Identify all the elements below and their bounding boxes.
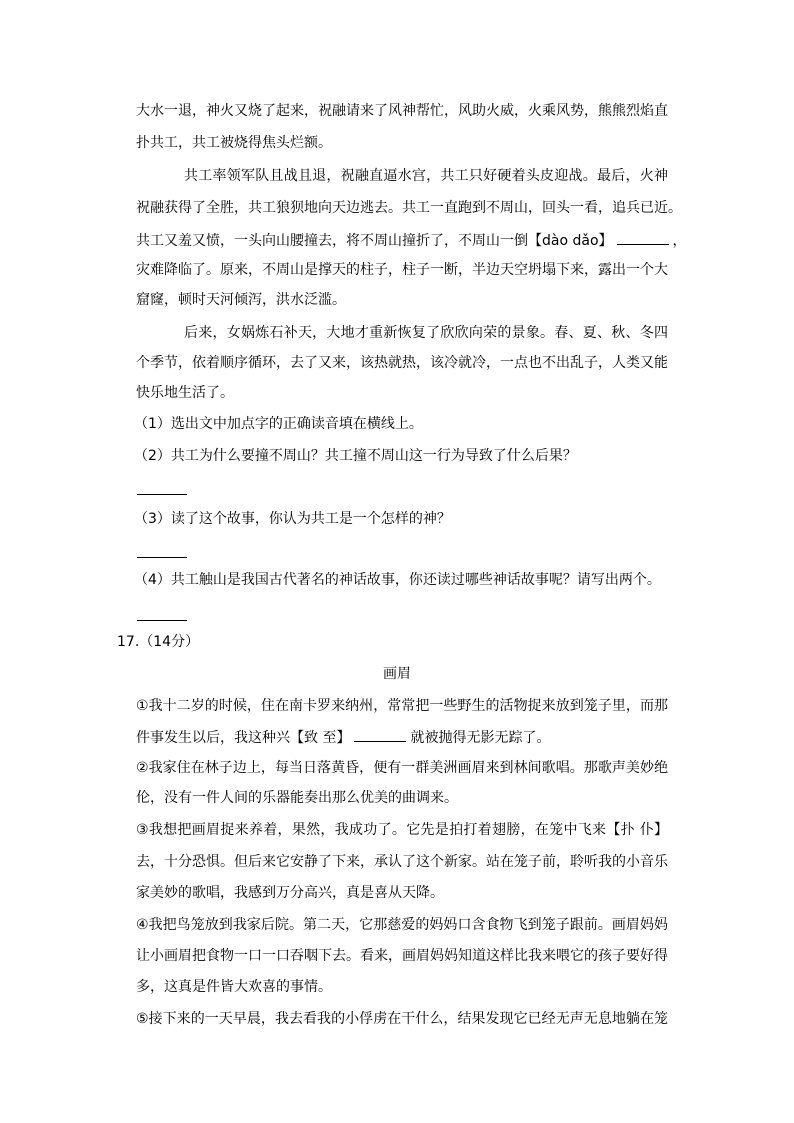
question-4: （4）共工触山是我国古代著名的神话故事，你还读过哪些神话故事呢？请写出两个。 [134,572,661,588]
text-line: 伦，没有一件人间的乐器能奏出那么优美的曲调来。 [136,790,458,806]
text-line: ①我十二岁的时候，住在南卡罗来纳州，常常把一些野生的活物捉来放到笼子里，而那 [136,698,668,714]
text-line: 祝融获得了全胜，共工狼狈地向天边逃去。共工一直跑到不周山，回头一看，追兵已近。 [136,200,682,216]
text-line: ③我想把画眉捉来养着，果然，我成功了。它先是拍打着翅膀，在笼中飞来【扑 仆】 [136,822,668,838]
text-line [136,727,668,747]
answer-line[interactable] [137,557,187,558]
text-line: ④我把鸟笼放到我家后院。第二天，它那慈爱的妈妈口含食物飞到笼子跟前。画眉妈妈 [136,917,668,933]
text-segment: 件事发生以后，我这种兴【致 至】 [136,730,351,746]
question-2: （2）共工为什么要撞不周山？共工撞不周山这一行为导致了什么后果？ [134,448,577,464]
passage-title: 画眉 [383,666,411,682]
text-line: 快乐地生活了。 [136,385,234,401]
fill-blank[interactable] [354,727,406,742]
text-line: 共工率领军队且战且退，祝融直逼水宫，共工只好硬着头皮迎战。最后，火神 [184,168,668,184]
answer-line[interactable] [137,620,187,621]
text-line [136,230,687,250]
text-line: 大水一退，神火又烧了起来，祝融请来了风神帮忙，风助火威，火乘风势，熊熊烈焰直 [136,103,668,119]
text-segment: ， [672,233,687,249]
question-3: （3）读了这个故事，你认为共工是一个怎样的神？ [134,511,451,527]
text-line: 扑共工，共工被烧得焦头烂额。 [136,135,332,151]
text-line: 灾难降临了。原来，不周山是撑天的柱子，柱子一断，半边天空坍塌下来，露出一个大 [136,262,668,278]
text-line: 多，这真是件皆大欢喜的事情。 [136,979,332,995]
text-segment: 就被抛得无影无踪了。 [410,730,551,746]
text-line: 窟窿，顿时天河倾泻，洪水泛滥。 [136,292,346,308]
text-line: 个季节，依着顺序循环，去了又来，该热就热，该冷就冷，一点也不出乱子，人类又能 [136,355,668,371]
question-1: （1）选出文中加点字的正确读音填在横线上。 [134,416,423,432]
text-line: 后来，女娲炼石补天，大地才重新恢复了欣欣向荣的景象。春、夏、秋、冬四 [184,325,668,341]
text-line: 让小画眉把食物一口一口吞咽下去。看来，画眉妈妈知道这样比我来喂它的孩子要好得 [136,948,668,964]
text-segment: 共工又羞又愤，一头向山腰撞去，将不周山撞折了，不周山一倒【dào dǎo】 [136,233,613,249]
text-line: ⑤接下来的一天早晨，我去看我的小俘虏在干什么，结果发现它已经无声无息地躺在笼 [136,1011,668,1027]
fill-blank[interactable] [617,230,669,245]
text-line: 家美妙的歌唱，我感到万分高兴，真是喜从天降。 [136,885,444,901]
text-line: ②我家住在林子边上，每当日落黄昏，便有一群美洲画眉来到林间歌唱。那歌声美妙绝 [136,760,668,776]
text-line: 去，十分恐惧。但后来它安静了下来，承认了这个新家。站在笼子前，聆听我的小音乐 [136,854,668,870]
question-number: 17.（14分） [117,634,200,650]
answer-line[interactable] [137,494,187,495]
